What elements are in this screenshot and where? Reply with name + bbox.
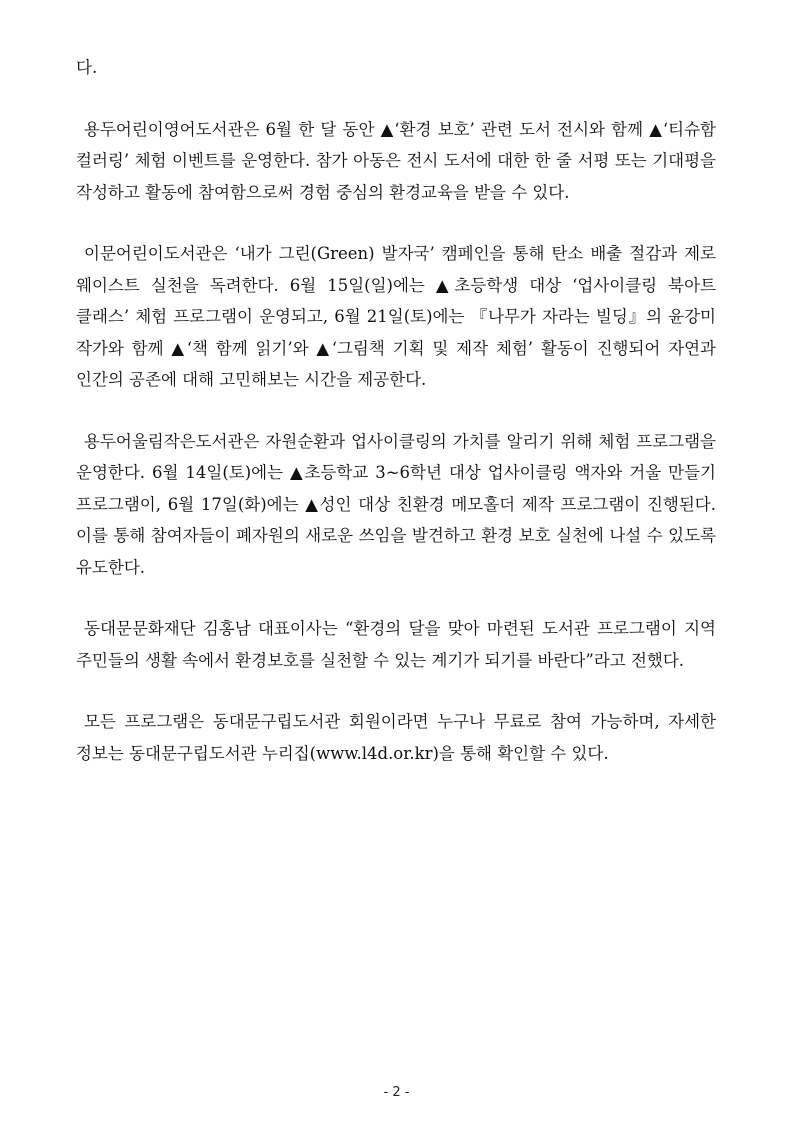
document-body bbox=[76, 52, 716, 799]
paragraph-program-info: 모든 프로그램은 동대문구립도서관 회원이라면 누구나 무료로 참여 가능하며, 자세한 정보는 동대문구립도서관 누리집(www.l4d.or.kr)을 통해 확인할 수 있다. bbox=[76, 712, 716, 763]
page-number: - 2 - bbox=[383, 1085, 410, 1100]
paragraph-continuation: 다. bbox=[76, 58, 98, 77]
paragraph-ceo-quote: 동대문문화재단 김홍남 대표이사는 “환경의 달을 맞아 마련된 도서관 프로그램이 지역 주민들의 생활 속에서 환경보호를 실천할 수 있는 계기가 되기를 바란다”라고 전했다. bbox=[76, 619, 716, 670]
paragraph-yongdu-english-library: 용두어린이영어도서관은 6월 한 달 동안 ▲‘환경 보호’ 관련 도서 전시와 함께 ▲‘티슈함 컬러링’ 체험 이벤트를 운영한다. 참가 아동은 전시 도서에 대한 한 줄 서평 또는 기대평을 작성하고 활동에 참여함으로써 경험 중심의 환경교육을 받을 수 있다. bbox=[76, 119, 716, 202]
paragraph-yongdu-small-library: 용두어울림작은도서관은 자원순환과 업사이클링의 가치를 알리기 위해 체험 프로그램을 운영한다. 6월 14일(토)에는 ▲초등학교 3~6학년 대상 업사이클링 액자와 거울 만들기 프로그램이, 6월 17일(화)에는 ▲성인 대상 친환경 메모홀더 제작 프로그램이 진행된다. 이를 통해 참여자들이 폐자원의 새로운 쓰임을 발견하고 환경 보호 실천에 나설 수 있도록 유도한다. bbox=[76, 431, 716, 577]
paragraph-imun-childrens-library: 이문어린이도서관은 ‘내가 그린(Green) 발자국’ 캠페인을 통해 탄소 배출 절감과 제로 웨이스트 실천을 독려한다. 6월 15일(일)에는 ▲초등학생 대상 ‘업사이클링 북아트 클래스’ 체험 프로그램이 운영되고, 6월 21일(토)에는 『나무가 자라는 빌딩』의 윤강미 작가와 함께 ▲‘책 함께 읽기’와 ▲‘그림책 기획 및 제작 체험’ 활동이 진행되어 자연과 인간의 공존에 대해 고민해보는 시간을 제공한다. bbox=[76, 244, 716, 389]
